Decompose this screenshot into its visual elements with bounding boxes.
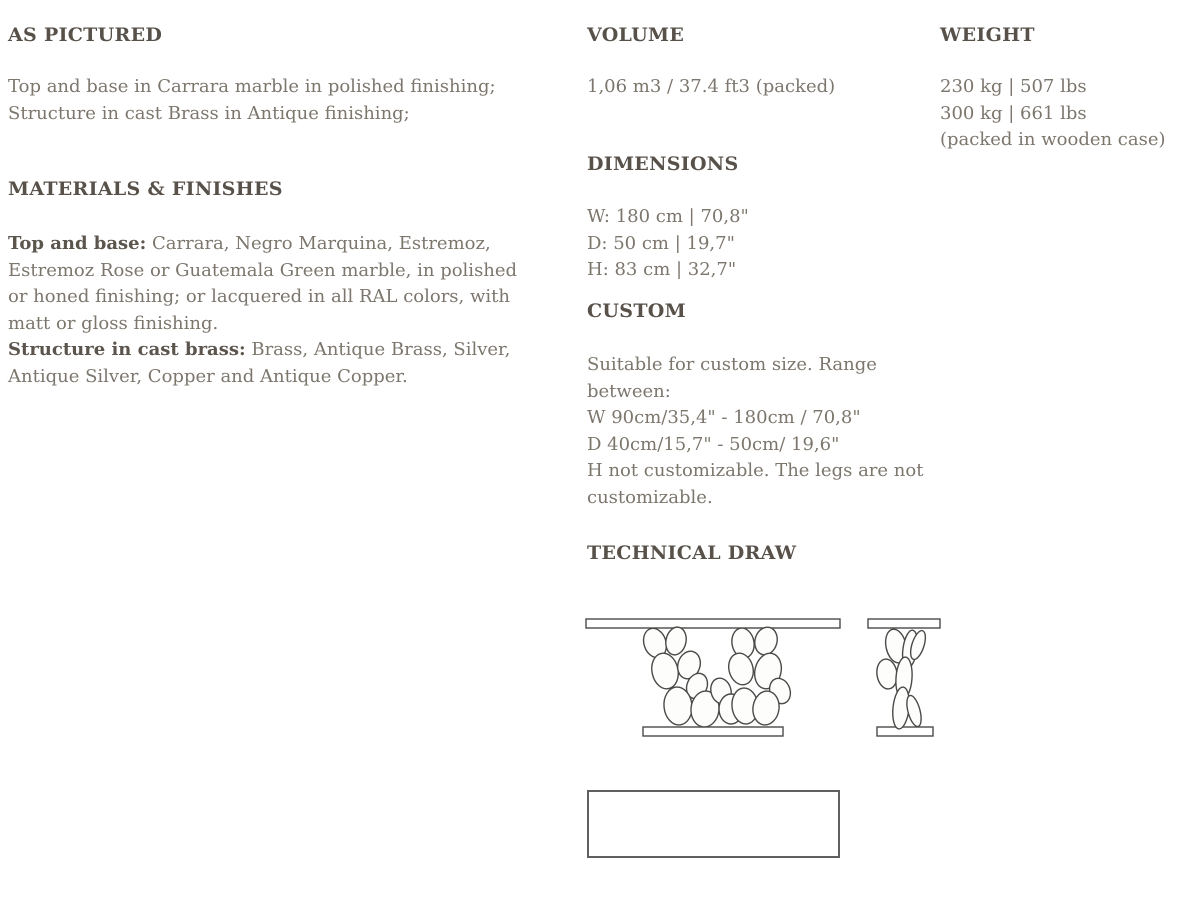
custom-line-2: between:	[587, 380, 671, 402]
technical-drawing-top-view	[587, 790, 840, 858]
dimension-height: H: 83 cm | 32,7"	[587, 259, 737, 280]
materials-line-4: matt or gloss finishing.	[8, 312, 219, 334]
volume-value: 1,06 m3 / 37.4 ft3 (packed)	[587, 76, 836, 97]
weight-line-1: 230 kg | 507 lbs	[940, 76, 1087, 97]
weight-line-2: 300 kg | 661 lbs	[940, 102, 1087, 124]
section-heading-technical-draw: TECHNICAL DRAW	[587, 542, 797, 564]
dimensions-text	[587, 204, 749, 284]
section-heading-as-pictured: AS PICTURED	[8, 24, 163, 46]
weight-text	[940, 74, 1166, 154]
section-heading-materials-finishes: MATERIALS & FINISHES	[8, 178, 283, 200]
structure-cast-brass-label: Structure in cast brass:	[8, 339, 246, 360]
custom-line-1: Suitable for custom size. Range	[587, 354, 877, 375]
section-heading-dimensions: DIMENSIONS	[587, 153, 739, 175]
custom-text	[587, 352, 923, 511]
materials-line-5	[8, 337, 517, 364]
custom-range-width: W 90cm/35,4" - 180cm / 70,8"	[587, 407, 861, 428]
dimension-width: W: 180 cm | 70,8"	[587, 206, 749, 227]
section-heading-weight: WEIGHT	[940, 24, 1035, 46]
section-heading-volume: VOLUME	[587, 24, 685, 46]
materials-line-6: Antique Silver, Copper and Antique Copper.	[8, 365, 408, 387]
materials-line-2: Estremoz Rose or Guatemala Green marble, in polished	[8, 259, 518, 281]
materials-line-3: or honed finishing; or lacquered in all RAL colors, with	[8, 286, 510, 307]
top-and-base-label: Top and base:	[8, 233, 147, 254]
technical-drawing-front-view	[583, 615, 843, 739]
custom-range-depth: D 40cm/15,7" - 50cm/ 19,6"	[587, 433, 840, 455]
materials-line-1-text: Carrara, Negro Marquina, Estremoz,	[146, 233, 491, 254]
materials-line-5-text: Brass, Antique Brass, Silver,	[245, 339, 511, 360]
technical-drawing-side-view	[858, 615, 944, 739]
custom-line-5: H not customizable. The legs are not	[587, 460, 924, 481]
as-pictured-text	[8, 74, 496, 127]
materials-line-1	[8, 231, 517, 258]
as-pictured-line-1: Top and base in Carrara marble in polished finishing;	[8, 76, 496, 97]
dimension-depth: D: 50 cm | 19,7"	[587, 232, 735, 254]
custom-line-6: customizable.	[587, 486, 713, 508]
section-heading-custom: CUSTOM	[587, 300, 686, 322]
weight-line-3: (packed in wooden case)	[940, 129, 1166, 150]
as-pictured-line-2: Structure in cast Brass in Antique finishing;	[8, 102, 410, 124]
materials-finishes-text	[8, 231, 517, 390]
